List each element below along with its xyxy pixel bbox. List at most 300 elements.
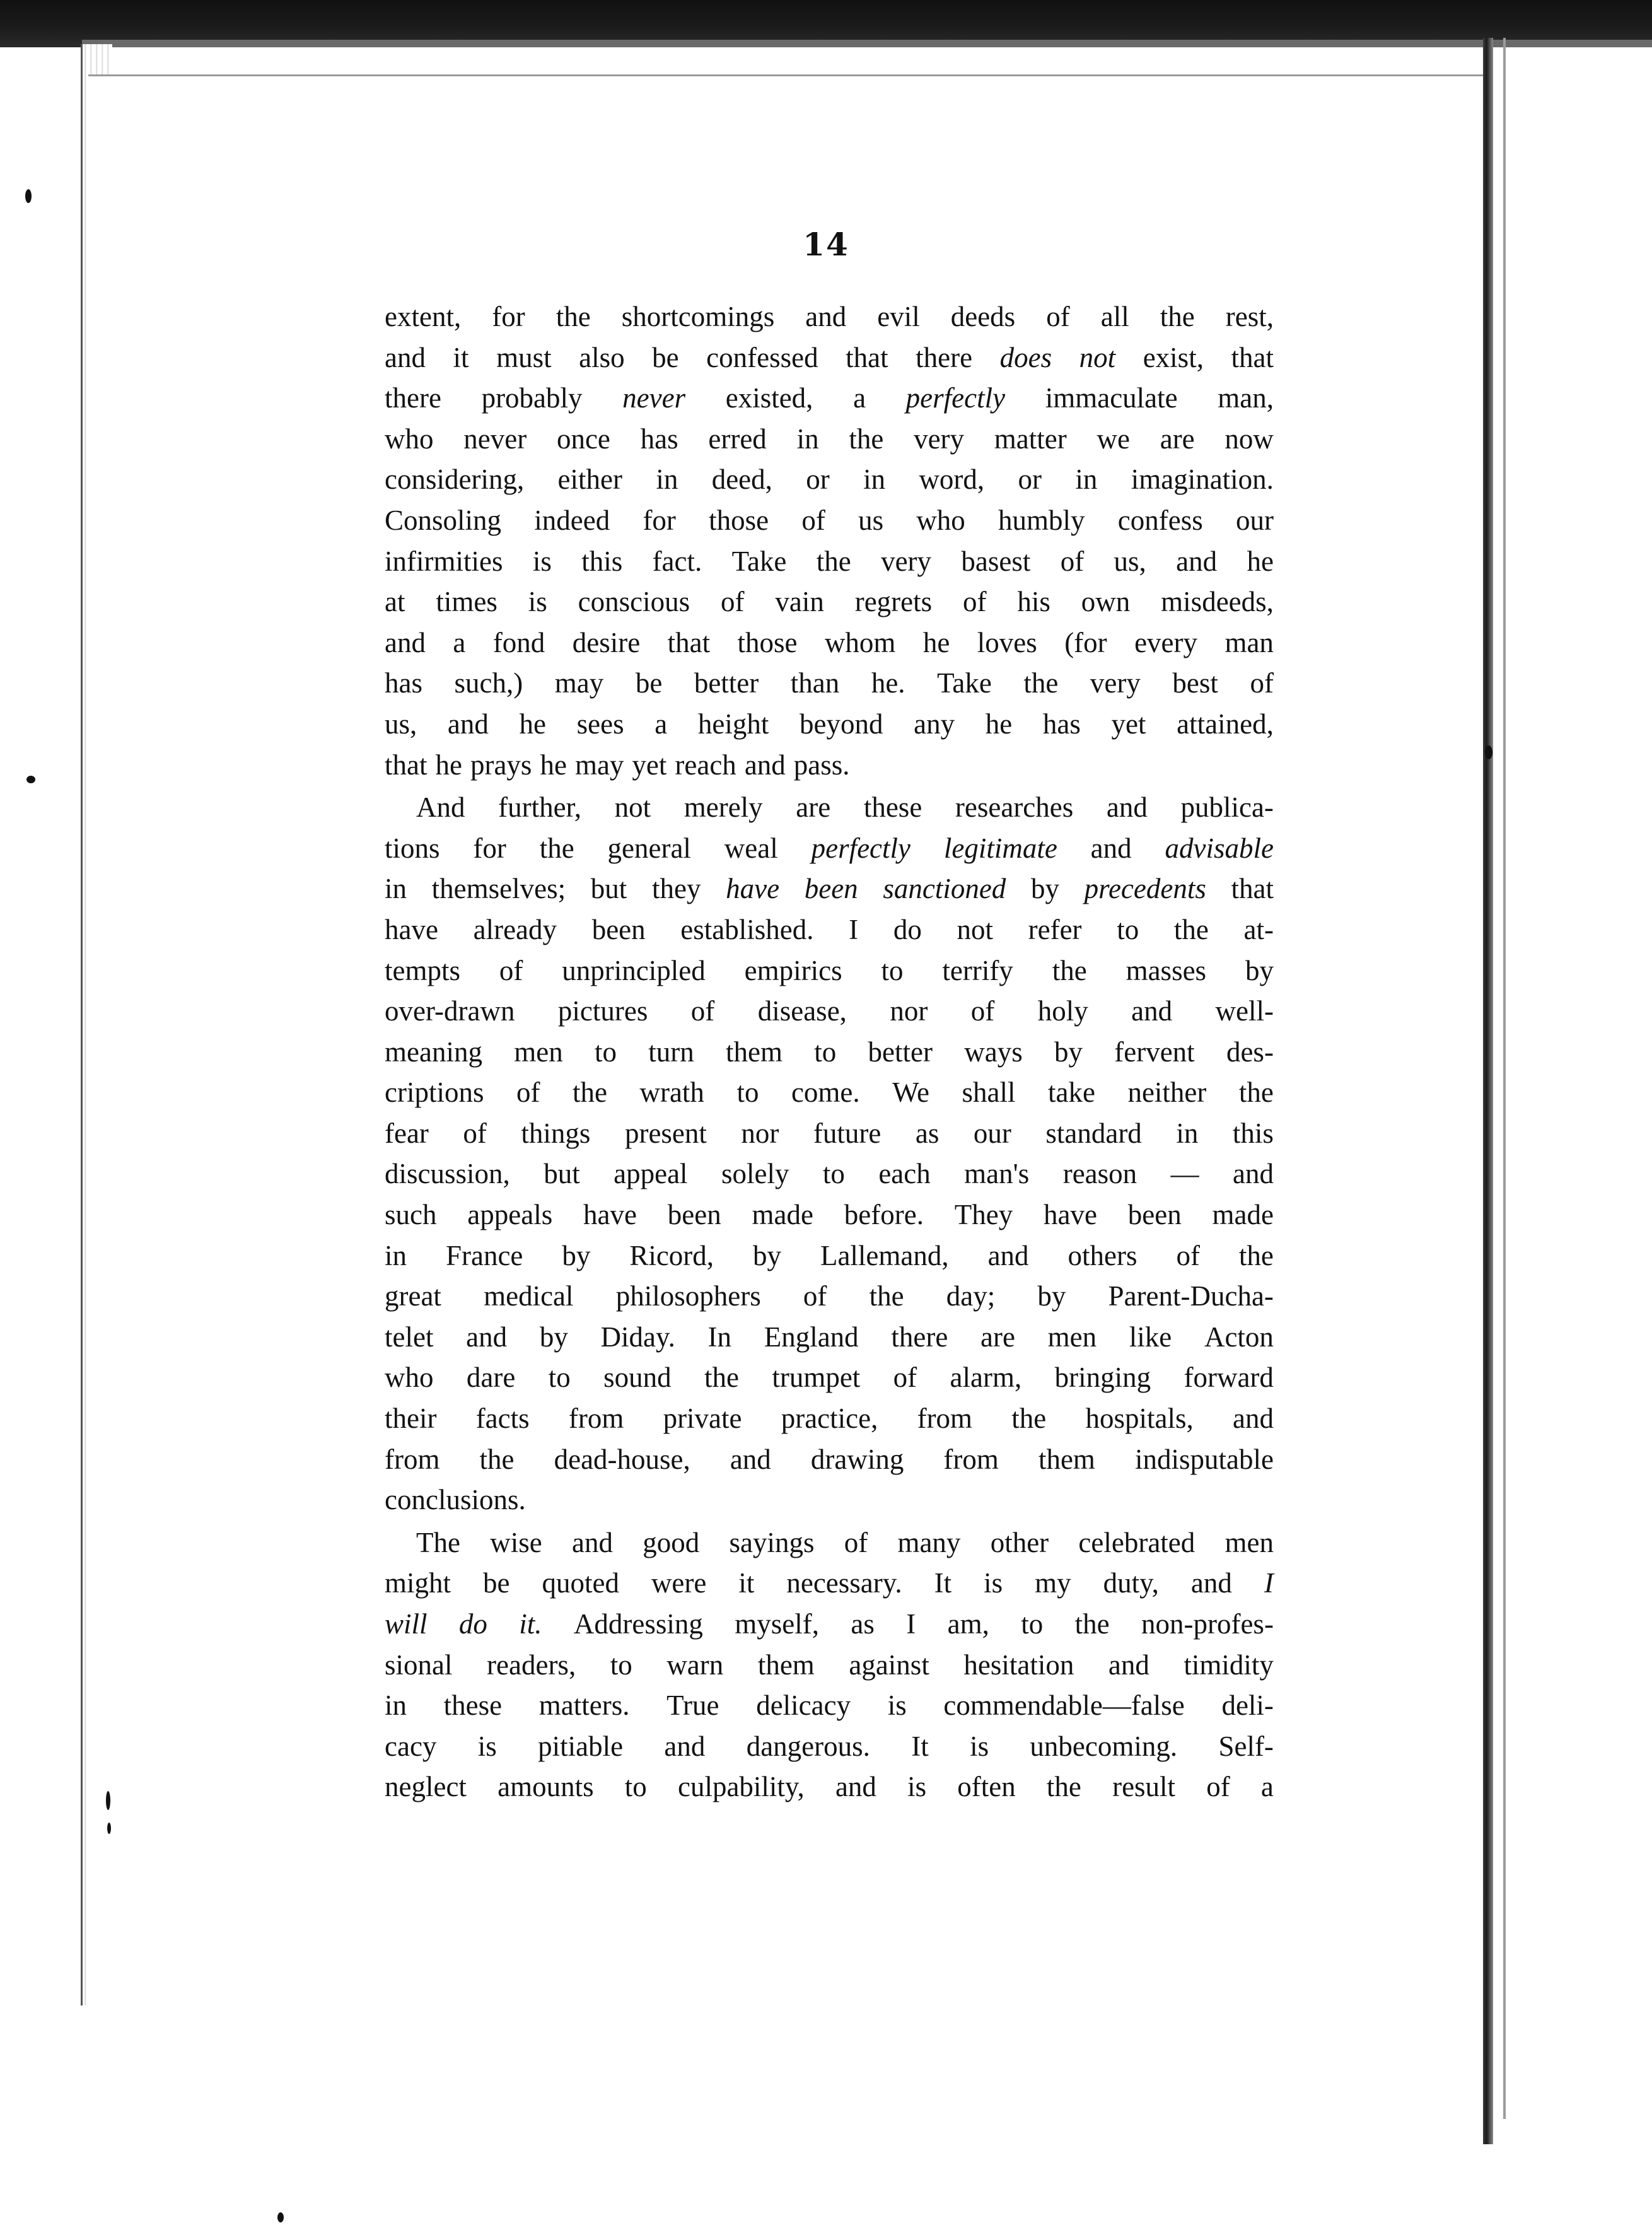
- word: to: [624, 1771, 647, 1803]
- word: nor: [890, 995, 928, 1027]
- word: take: [1048, 1077, 1095, 1109]
- word: not: [1079, 341, 1116, 373]
- word: the: [539, 832, 574, 864]
- word: is: [970, 1730, 989, 1762]
- word: for: [492, 301, 525, 332]
- text-line: [385, 1153, 1274, 1194]
- word: of: [963, 586, 987, 618]
- word: quoted: [542, 1567, 619, 1599]
- text-line: [385, 868, 1274, 909]
- word: a: [453, 626, 466, 658]
- word: neither: [1127, 1077, 1207, 1109]
- text-line: [385, 1032, 1274, 1073]
- word: and: [466, 1321, 508, 1353]
- word: prays: [470, 749, 532, 781]
- word: his: [1017, 586, 1050, 618]
- word: they: [651, 873, 701, 905]
- word: telet: [385, 1321, 434, 1353]
- word: them: [757, 1649, 815, 1681]
- text-line: [385, 1113, 1274, 1154]
- word: been: [591, 913, 646, 945]
- word: Self-: [1218, 1730, 1274, 1762]
- word: often: [957, 1771, 1016, 1803]
- word: man's: [964, 1158, 1030, 1190]
- word: misdeeds,: [1161, 586, 1274, 618]
- word: we: [1096, 423, 1130, 455]
- word: a: [1260, 1771, 1274, 1803]
- word: or: [1018, 464, 1042, 496]
- word: the: [1238, 1239, 1274, 1271]
- word: are: [796, 791, 831, 824]
- text-line: [385, 1522, 1274, 1563]
- word: that: [667, 626, 711, 658]
- word: who: [385, 423, 434, 455]
- word: been: [1127, 1199, 1182, 1231]
- word: has: [385, 667, 422, 699]
- word: fervent: [1114, 1036, 1195, 1068]
- word: legitimate: [943, 832, 1057, 864]
- word: well-: [1215, 995, 1274, 1027]
- word: each: [878, 1158, 931, 1190]
- facing-page-edge-line: [1503, 38, 1506, 2119]
- text-line: [385, 787, 1274, 828]
- word: in: [796, 423, 819, 455]
- word: have: [385, 913, 438, 945]
- word: culpability,: [677, 1771, 805, 1803]
- word: Ricord,: [629, 1239, 714, 1271]
- word: very: [881, 545, 932, 577]
- word: solely: [721, 1158, 789, 1190]
- word: existed,: [725, 382, 813, 414]
- word: good: [643, 1526, 700, 1558]
- word: have: [726, 873, 780, 905]
- word: not: [957, 913, 993, 945]
- word: us: [858, 504, 884, 536]
- word: We: [892, 1077, 929, 1109]
- word: men: [514, 1036, 563, 1068]
- page-number: 14: [803, 226, 849, 263]
- body-text: [385, 296, 1274, 1807]
- word: man,: [1218, 382, 1274, 414]
- word: other: [990, 1526, 1049, 1558]
- word: he.: [871, 667, 905, 699]
- text-line: [385, 745, 1274, 786]
- word: exist,: [1143, 341, 1204, 373]
- word: reason: [1062, 1158, 1137, 1190]
- word: dare: [466, 1362, 516, 1394]
- word: sayings: [729, 1526, 815, 1558]
- word: better: [694, 667, 759, 699]
- word: be: [483, 1567, 510, 1599]
- word: attained,: [1177, 708, 1274, 740]
- word: is: [477, 1730, 497, 1762]
- word: practice,: [781, 1403, 878, 1435]
- word: made: [752, 1199, 813, 1231]
- word: weal: [724, 832, 778, 864]
- word: and: [1233, 1158, 1274, 1190]
- word: in: [863, 464, 886, 496]
- word: des-: [1226, 1036, 1274, 1068]
- word: better: [868, 1036, 933, 1068]
- word: every: [1134, 626, 1198, 658]
- word: confessed: [706, 341, 818, 373]
- word: as: [851, 1608, 875, 1640]
- word: The: [416, 1526, 460, 1558]
- word: drawing: [810, 1443, 904, 1475]
- word: of: [803, 1280, 827, 1312]
- word: best: [1172, 667, 1218, 699]
- text-line: [385, 1480, 1274, 1521]
- word: appeals: [467, 1199, 553, 1231]
- text-line: [385, 1604, 1274, 1645]
- word: philosophers: [615, 1280, 761, 1312]
- text-line: [385, 1317, 1274, 1358]
- word: any: [914, 708, 955, 740]
- word: publica-: [1180, 791, 1274, 824]
- word: neglect: [385, 1771, 467, 1803]
- word: necessary.: [786, 1567, 902, 1599]
- word: myself,: [735, 1608, 820, 1640]
- word: like: [1129, 1321, 1172, 1353]
- word: a: [654, 708, 668, 740]
- word: to: [1021, 1608, 1044, 1640]
- word: already: [473, 913, 557, 945]
- word: bringing: [1054, 1362, 1151, 1394]
- word: the: [1160, 301, 1195, 332]
- text-line: [385, 581, 1274, 622]
- word: over-drawn: [385, 995, 515, 1027]
- word: cacy: [385, 1730, 437, 1762]
- word: have: [1044, 1199, 1097, 1231]
- word: those: [709, 504, 769, 536]
- text-line: [385, 828, 1274, 869]
- word: to: [814, 1036, 837, 1068]
- word: wrath: [639, 1077, 704, 1109]
- word: disease,: [757, 995, 847, 1027]
- word: there: [385, 382, 441, 414]
- word: for: [473, 832, 506, 864]
- word: of: [844, 1526, 868, 1558]
- word: conclusions.: [385, 1484, 526, 1516]
- text-line: [385, 909, 1274, 950]
- word: from: [943, 1443, 999, 1475]
- word: Diday.: [600, 1321, 675, 1353]
- word: and: [987, 1239, 1029, 1271]
- word: and: [1176, 545, 1218, 577]
- word: my: [1035, 1567, 1071, 1599]
- word: pitiable: [538, 1730, 624, 1762]
- word: True: [666, 1690, 719, 1722]
- word: to: [610, 1649, 632, 1681]
- word: to: [594, 1036, 617, 1068]
- word: Parent-Ducha-: [1108, 1280, 1274, 1312]
- word: and: [730, 1443, 771, 1475]
- text-line: [385, 337, 1274, 378]
- word: than: [790, 667, 840, 699]
- word: are: [1160, 423, 1195, 455]
- word: men: [1224, 1526, 1274, 1558]
- word: in: [385, 873, 407, 905]
- word: in: [1176, 1117, 1199, 1149]
- word: also: [579, 341, 625, 373]
- word: is: [907, 1771, 927, 1803]
- word: sanctioned: [883, 873, 1006, 905]
- word: Consoling: [385, 504, 502, 536]
- word: and: [1131, 995, 1173, 1027]
- word: by: [562, 1239, 591, 1271]
- word: either: [557, 464, 622, 496]
- word: the: [1052, 954, 1087, 986]
- word: a: [853, 382, 866, 414]
- word: pictures: [557, 995, 648, 1027]
- word: appeal: [614, 1158, 688, 1190]
- word: immaculate: [1045, 382, 1178, 414]
- word: extent,: [385, 301, 462, 332]
- word: the: [556, 301, 591, 332]
- word: England: [764, 1321, 859, 1353]
- word: all: [1100, 301, 1129, 332]
- word: beyond: [800, 708, 883, 740]
- word: further,: [498, 791, 581, 824]
- scan-speck: [107, 1823, 111, 1834]
- text-line: [385, 1072, 1274, 1113]
- word: loves: [977, 626, 1037, 658]
- word: us,: [385, 708, 417, 740]
- word: in: [385, 1690, 407, 1722]
- word: never: [622, 382, 686, 414]
- word: fact.: [652, 545, 702, 577]
- word: of: [1176, 1239, 1200, 1271]
- word: the: [572, 1077, 607, 1109]
- text-line: [385, 704, 1274, 745]
- word: word,: [919, 464, 985, 496]
- word: us,: [1114, 545, 1146, 577]
- scan-speck: [277, 2212, 284, 2222]
- word: private: [663, 1403, 742, 1435]
- text-line: [385, 459, 1274, 500]
- word: of: [720, 586, 745, 618]
- word: themselves;: [431, 873, 566, 905]
- word: do: [893, 913, 922, 945]
- word: may: [574, 749, 624, 781]
- word: precedents: [1084, 873, 1206, 905]
- word: there: [916, 341, 973, 373]
- word: own: [1081, 586, 1131, 618]
- word: it.: [519, 1608, 542, 1640]
- text-line: [385, 1439, 1274, 1480]
- word: matters.: [538, 1690, 630, 1722]
- word: from: [917, 1403, 973, 1435]
- word: I: [1264, 1567, 1274, 1599]
- word: reach: [675, 749, 736, 781]
- word: deeds: [950, 301, 1016, 332]
- word: he: [435, 749, 462, 781]
- word: infirmities: [385, 545, 503, 577]
- word: merely: [683, 791, 763, 824]
- word: man: [1224, 626, 1274, 658]
- word: It: [934, 1567, 952, 1599]
- word: and: [1106, 791, 1148, 824]
- word: deed,: [711, 464, 772, 496]
- word: of: [690, 995, 715, 1027]
- word: is: [887, 1690, 907, 1722]
- word: has: [1042, 708, 1081, 740]
- word: that: [1231, 873, 1274, 905]
- word: by: [753, 1239, 781, 1271]
- word: of: [499, 954, 523, 986]
- word: delicacy: [756, 1690, 851, 1722]
- word: Take: [731, 545, 787, 577]
- word: this: [581, 545, 623, 577]
- text-line: [385, 541, 1274, 582]
- word: of: [1046, 301, 1070, 332]
- word: ways: [964, 1036, 1023, 1068]
- word: of: [463, 1117, 487, 1149]
- word: now: [1224, 423, 1274, 455]
- word: as: [915, 1117, 939, 1149]
- word: readers,: [487, 1649, 576, 1681]
- word: in: [1075, 464, 1098, 496]
- word: I: [849, 913, 859, 945]
- word: and: [1108, 1649, 1149, 1681]
- word: desire: [572, 626, 641, 658]
- word: day;: [946, 1280, 996, 1312]
- word: is: [532, 545, 552, 577]
- word: dead-house,: [554, 1443, 690, 1475]
- word: of: [516, 1077, 540, 1109]
- word: Addressing: [573, 1608, 703, 1640]
- word: that: [385, 749, 428, 781]
- word: these: [443, 1690, 503, 1722]
- word: considering,: [385, 464, 525, 496]
- word: and: [1232, 1403, 1274, 1435]
- word: been: [804, 873, 858, 905]
- word: vain: [775, 586, 824, 618]
- word: hospitals,: [1085, 1403, 1194, 1435]
- word: duty,: [1103, 1567, 1159, 1599]
- text-line: [385, 1685, 1274, 1726]
- text-line: [385, 1398, 1274, 1439]
- word: and: [571, 1526, 613, 1558]
- word: from: [385, 1443, 440, 1475]
- word: do: [458, 1608, 487, 1640]
- word: and: [1190, 1567, 1232, 1599]
- word: perfectly: [811, 832, 911, 864]
- word: whom: [824, 626, 896, 658]
- word: They: [954, 1199, 1013, 1231]
- word: holy: [1037, 995, 1088, 1027]
- word: established.: [680, 913, 814, 945]
- word: imagination.: [1131, 464, 1274, 496]
- word: by: [1245, 954, 1274, 986]
- text-line: [385, 296, 1274, 337]
- word: these: [863, 791, 922, 824]
- word: shortcomings: [621, 301, 775, 332]
- word: the: [1074, 1608, 1110, 1640]
- word: and: [805, 301, 847, 332]
- word: the: [1011, 1403, 1047, 1435]
- word: Lallemand,: [820, 1239, 949, 1271]
- word: at: [385, 586, 405, 618]
- word: are: [980, 1321, 1015, 1353]
- word: many: [897, 1526, 961, 1558]
- word: In: [707, 1321, 732, 1353]
- scan-speck: [106, 1791, 110, 1810]
- word: hesitation: [963, 1649, 1074, 1681]
- word: of: [893, 1362, 917, 1394]
- text-line: [385, 663, 1274, 704]
- word: in: [656, 464, 678, 496]
- word: matter: [994, 423, 1067, 455]
- word: very: [914, 423, 965, 455]
- word: general: [607, 832, 691, 864]
- word: and: [1090, 832, 1132, 864]
- word: advisable: [1165, 832, 1274, 864]
- word: commendable—false: [943, 1690, 1185, 1722]
- scan-speck: [1485, 745, 1492, 759]
- word: France: [445, 1239, 523, 1271]
- word: times: [436, 586, 497, 618]
- word: such,): [454, 667, 523, 699]
- word: the: [1023, 667, 1059, 699]
- word: it: [453, 341, 469, 373]
- word: erred: [708, 423, 767, 455]
- word: to: [881, 954, 904, 986]
- facing-page-edge: [1483, 38, 1493, 2144]
- word: pass.: [793, 749, 850, 781]
- word: never: [463, 423, 527, 455]
- word: have: [583, 1199, 637, 1231]
- word: men: [1047, 1321, 1097, 1353]
- scan-speck: [26, 776, 35, 783]
- word: very: [1090, 667, 1141, 699]
- word: terrify: [942, 954, 1013, 986]
- word: such: [385, 1199, 437, 1231]
- word: medical: [484, 1280, 574, 1312]
- text-line: [385, 419, 1274, 460]
- word: unprincipled: [562, 954, 706, 986]
- word: refer: [1028, 913, 1082, 945]
- text-line: [385, 1276, 1274, 1317]
- word: future: [813, 1117, 881, 1149]
- word: the: [704, 1362, 739, 1394]
- scan-speck: [25, 189, 32, 203]
- word: or: [806, 464, 830, 496]
- word: he: [519, 708, 547, 740]
- word: perfectly: [905, 382, 1006, 414]
- word: to: [1117, 913, 1139, 945]
- word: celebrated: [1078, 1526, 1195, 1558]
- word: that: [1231, 341, 1274, 373]
- word: is: [528, 586, 547, 618]
- word: who: [916, 504, 965, 536]
- word: he: [540, 749, 567, 781]
- word: height: [697, 708, 769, 740]
- word: yet: [632, 749, 667, 781]
- word: am,: [947, 1608, 989, 1640]
- word: probably: [481, 382, 583, 414]
- scan-top-border: [0, 0, 1652, 47]
- text-line: [385, 1235, 1274, 1276]
- word: and: [664, 1730, 706, 1762]
- word: their: [385, 1403, 437, 1435]
- word: the: [816, 545, 851, 577]
- word: of: [1250, 667, 1274, 699]
- word: —: [1170, 1158, 1199, 1190]
- word: the: [479, 1443, 515, 1475]
- text-line: [385, 1726, 1274, 1767]
- word: (for: [1064, 626, 1107, 658]
